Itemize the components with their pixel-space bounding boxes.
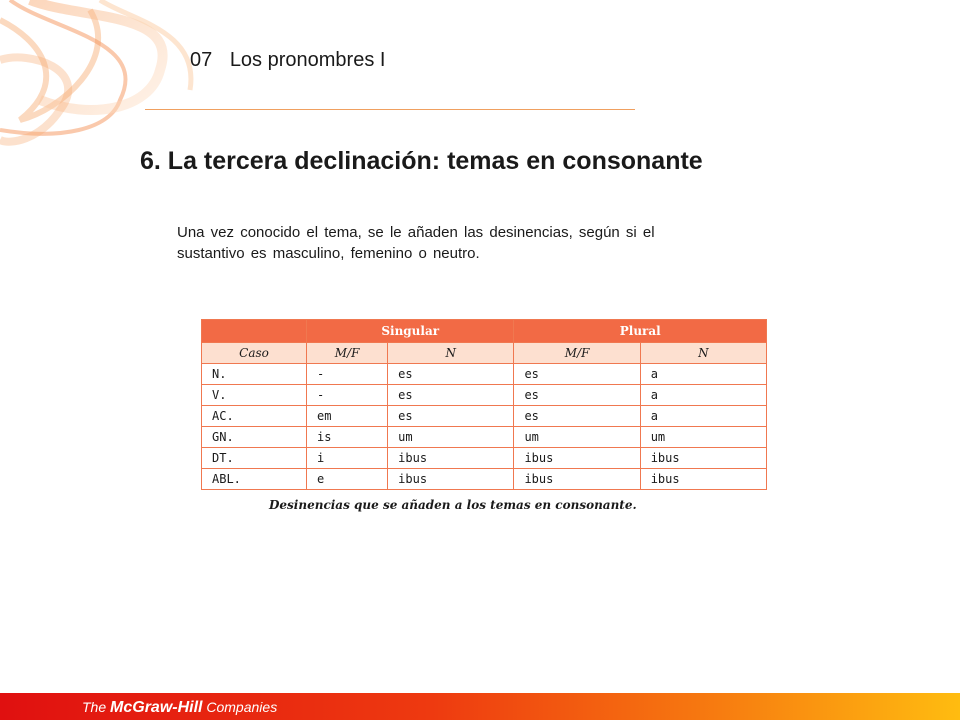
case-cell: DT. [202, 448, 307, 469]
table-cell: um [640, 427, 766, 448]
table-row [202, 406, 767, 427]
table-cell: es [514, 364, 640, 385]
table-row [202, 364, 767, 385]
table-row [202, 469, 767, 490]
table-cell: es [514, 385, 640, 406]
subheader-singular-n: N [388, 343, 514, 364]
table-row [202, 448, 767, 469]
chapter-number: 07 [190, 49, 213, 71]
table-cell: um [514, 427, 640, 448]
case-cell: ABL. [202, 469, 307, 490]
table-cell: e [307, 469, 388, 490]
table-cell: ibus [640, 469, 766, 490]
table-subheader-row [202, 343, 767, 364]
chapter-heading [190, 49, 385, 72]
footer-bar [0, 693, 960, 720]
table-cell: is [307, 427, 388, 448]
case-cell: AC. [202, 406, 307, 427]
table-cell: ibus [640, 448, 766, 469]
table-cell: um [388, 427, 514, 448]
table-cell: es [388, 406, 514, 427]
intro-paragraph: Una vez conocido el tema, se le añaden las desinencias, según si el sustantivo es masculino, femenino o neutro. [177, 224, 655, 262]
table-cell: - [307, 385, 388, 406]
table-cell: a [640, 385, 766, 406]
table-cell: ibus [514, 448, 640, 469]
table-cell: es [388, 364, 514, 385]
logo-suffix: Companies [206, 699, 278, 715]
subheader-singular-mf: M/F [307, 343, 388, 364]
group-header-plural: Plural [514, 320, 767, 343]
table-cell: - [307, 364, 388, 385]
header-divider [145, 109, 635, 110]
publisher-logo [82, 699, 277, 717]
table-corner-cell [202, 320, 307, 343]
table-caption: Desinencias que se añaden a los temas en consonante. [269, 498, 637, 512]
table-cell: em [307, 406, 388, 427]
case-cell: N. [202, 364, 307, 385]
subheader-caso: Caso [202, 343, 307, 364]
table-cell: i [307, 448, 388, 469]
case-cell: GN. [202, 427, 307, 448]
subheader-plural-n: N [640, 343, 766, 364]
table-group-header-row [202, 320, 767, 343]
table-row [202, 385, 767, 406]
smoke-decoration [0, 0, 213, 150]
logo-brand: McGraw-Hill [110, 699, 203, 716]
table-cell: ibus [514, 469, 640, 490]
section-title: 6. La tercera declinación: temas en consonante [140, 147, 703, 175]
table-cell: es [388, 385, 514, 406]
subheader-plural-mf: M/F [514, 343, 640, 364]
table-row [202, 427, 767, 448]
table-cell: ibus [388, 469, 514, 490]
logo-prefix: The [82, 699, 107, 715]
declension-table [201, 319, 767, 490]
chapter-title: Los pronombres I [229, 49, 386, 71]
table-cell: a [640, 364, 766, 385]
table-cell: es [514, 406, 640, 427]
table-cell: ibus [388, 448, 514, 469]
table-cell: a [640, 406, 766, 427]
group-header-singular: Singular [307, 320, 514, 343]
case-cell: V. [202, 385, 307, 406]
